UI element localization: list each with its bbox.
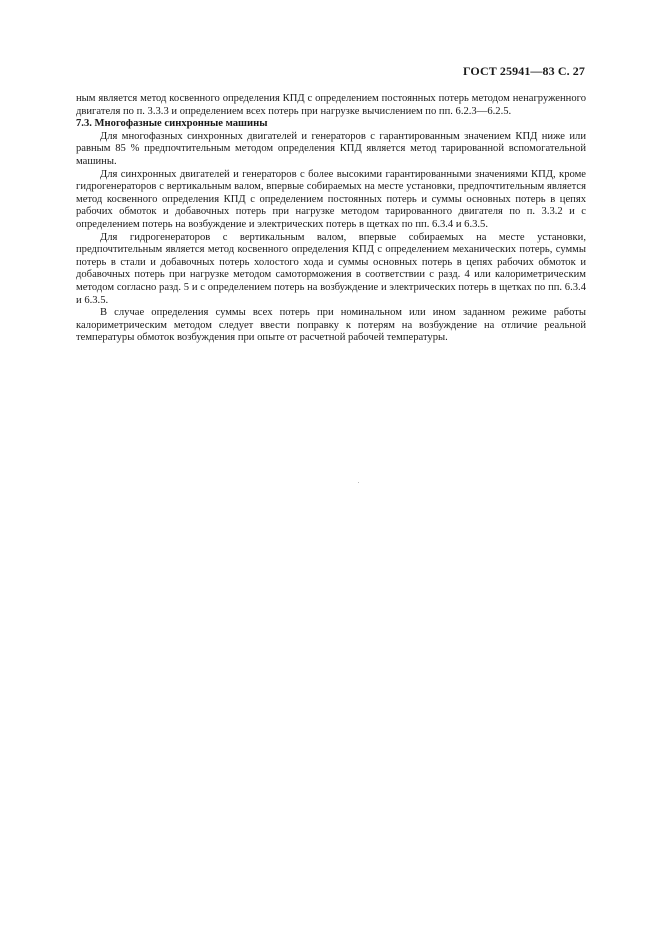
paragraph-2: Для синхронных двигателей и генераторов с более высокими гарантированными значениями КПД, кроме гидрогенераторов с вертикальным валом, впервые собираемых на месте установки, предпочтительным является метод косвенного определения КПД с определением постоянных потерь и суммы основных потерь в цепях рабочих обмоток и добавочных потерь при нагрузке методом тарированного двигателя по п. 3.3.2 и с определением потерь на возбуждение и электрических потерь в щетках по пп. 6.3.4 и 6.3.5. [76, 168, 586, 230]
paragraph-3: Для гидрогенераторов с вертикальным валом, впервые собираемых на месте установки, предпочтительным является метод косвенного определения КПД с определением механических потерь, суммы потерь в стали и добавочных потерь холостого хода и суммы основных потерь в цепях рабочих обмоток и добавочных потерь при нагрузке методом самоторможения в соответствии с разд. 4 или калориметрическим методом согласно разд. 5 и с определением потерь на возбуждение и электрических потерь в щетках по пп. 6.3.4 и 6.3.5. [76, 231, 586, 306]
intro-paragraph: ным является метод косвенного определения КПД с определением постоянных потерь методом ненагруженного двигателя по п. 3.3.3 и определением всех потерь при нагрузке вычислением по пп. 6.2.3—6.2.5. [76, 93, 586, 117]
paragraph-1: Для многофазных синхронных двигателей и генераторов с гарантированным значением КПД ниже или равным 85 % предпочтительным методом определения КПД является метод тарированной вспомогательной машины. [76, 130, 586, 167]
scan-speck [358, 482, 359, 483]
running-header: ГОСТ 25941—83 С. 27 [462, 64, 585, 78]
page-body [76, 93, 586, 345]
paragraph-4: В случае определения суммы всех потерь при номинальном или ином заданном режиме работы калориметрическим методом следует ввести поправку к потерям на возбуждение на отличие реальной температуры обмоток возбуждения при опыте от расчетной рабочей температуры. [76, 307, 586, 344]
section-heading-7-3: 7.3. Многофазные синхронные машины [76, 118, 268, 130]
